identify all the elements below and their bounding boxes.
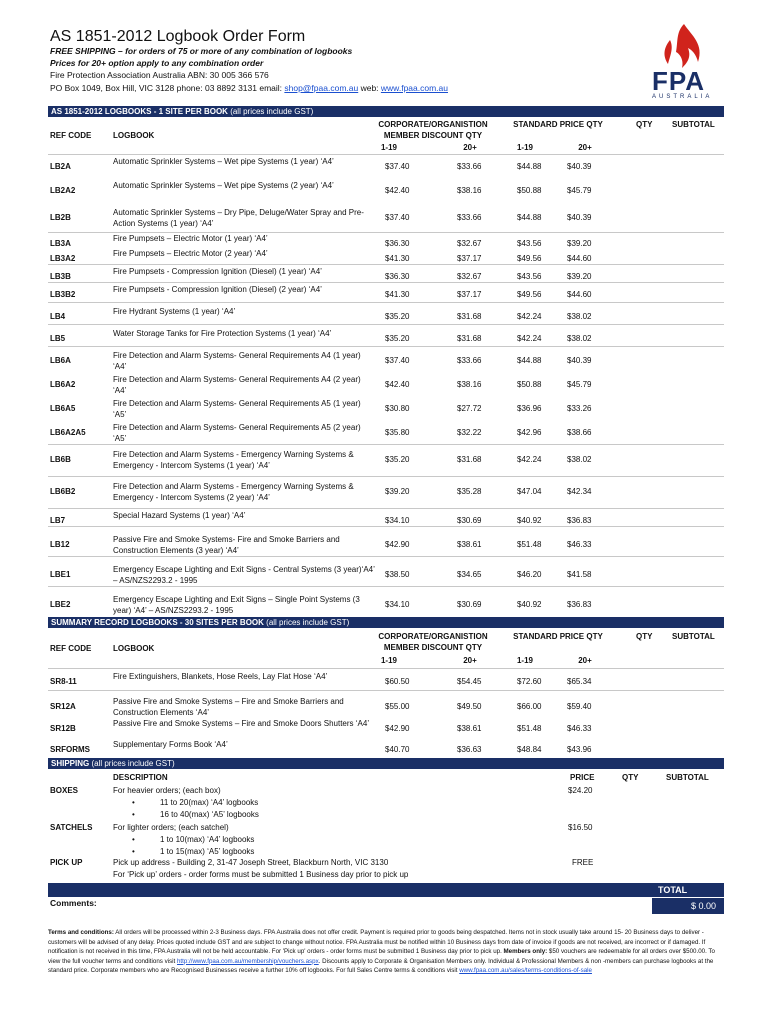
row-logbook-desc: Emergency Escape Lighting and Exit Signs - Central Systems (3 year)‘A4’ – AS/NZS2293.2 - 1995 [113,565,375,585]
row-std-price-20: $38.02 [567,312,592,321]
row-corp-price-20: $38.61 [457,540,482,549]
col-corp-20: 20+ [463,143,477,152]
row-logbook-desc: Automatic Sprinkler Systems – Wet pipe Systems (1 year) ‘A4’ [113,157,334,166]
row-std-price-20: $46.33 [567,540,592,549]
row-std-price-1-19: $66.00 [517,702,542,711]
row-corp-price-1-19: $36.30 [385,239,410,248]
subtotal-cell [664,269,722,282]
row-corp-price-20: $31.68 [457,312,482,321]
row-ref-code: LB7 [50,516,66,525]
row-std-price-20: $40.39 [567,162,592,171]
subtotal-cell [664,537,722,550]
row-divider [48,444,724,445]
row-ref-code: LB6A2 [50,380,76,389]
discount-text: . Discounts apply to Corporate & Organisation Members only. Individual & Professional Members & non -members can purchase logbooks at the standard price. Corporate members who are Recognised Businesses receive a further 10% off logbooks. For full Sales Centre terms & conditions visit [48,957,714,974]
col-ref-code: REF CODE [50,644,92,653]
shipping-boxes-a5: 16 to 40(max) ‘A5’ logbooks [160,810,259,819]
shipping-code-pickup: PICK UP [50,858,83,867]
shipping-code-satchels: SATCHELS [50,823,93,832]
subtotal-cell [664,425,722,438]
row-divider [48,324,724,325]
row-std-price-1-19: $51.48 [517,540,542,549]
row-corp-price-1-19: $38.50 [385,570,410,579]
col-logbook: LOGBOOK [113,644,155,653]
row-logbook-desc: Passive Fire and Smoke Systems – Fire and Smoke Doors Shutters ‘A4’ [113,719,370,728]
row-ref-code: LB4 [50,312,66,321]
section-title: SHIPPING [51,759,90,768]
col-description: DESCRIPTION [113,773,168,782]
row-std-price-1-19: $44.88 [517,356,542,365]
col-corporate: CORPORATE/ORGANISTION MEMBER DISCOUNT QTY [378,632,488,652]
row-logbook-desc: Fire Detection and Alarm Systems - Emergency Warning Systems & Emergency - Intercom Systems (2 year) ‘A4’ [113,482,354,502]
bullet: • [132,810,135,819]
row-corp-price-1-19: $36.30 [385,272,410,281]
col-subtotal: SUBTOTAL [666,773,709,782]
row-divider [48,282,724,283]
col-std-1-19: 1-19 [516,143,533,152]
subtotal-cell [664,236,722,249]
row-std-price-1-19: $72.60 [517,677,542,686]
subtotal-cell [664,287,722,300]
row-std-price-20: $41.58 [567,570,592,579]
row-corp-price-20: $38.16 [457,186,482,195]
qty-input[interactable] [622,269,662,282]
row-std-price-1-19: $50.88 [517,186,542,195]
row-std-price-1-19: $42.96 [517,428,542,437]
row-std-price-1-19: $43.56 [517,272,542,281]
row-logbook-desc: Automatic Sprinkler Systems – Dry Pipe, Deluge/Water Spray and Pre-Action Systems (1 year) ‘A4’ [113,208,364,228]
row-logbook-desc: Passive Fire and Smoke Systems- Fire and Smoke Barriers and Construction Elements (3 year) ‘A4’ [113,535,340,555]
row-std-price-1-19: $36.96 [517,404,542,413]
row-ref-code: LB6B2 [50,487,76,496]
row-logbook-desc: Fire Detection and Alarm Systems- General Requirements A4 (2 year) ‘A4’ [113,375,361,395]
row-divider [48,346,724,347]
logo-subtext: AUSTRALIA [652,94,713,100]
row-corp-price-20: $54.45 [457,677,482,686]
section-shipping-bar [48,758,724,769]
row-corp-price-1-19: $42.40 [385,380,410,389]
subtotal-cell [664,699,722,712]
email-link[interactable]: shop@fpaa.com.au [284,83,359,93]
qty-input[interactable] [622,425,662,438]
row-std-price-20: $46.33 [567,724,592,733]
row-std-price-20: $38.66 [567,428,592,437]
row-ref-code: LB6A2A5 [50,428,86,437]
row-std-price-20: $44.60 [567,290,592,299]
row-corp-price-1-19: $60.50 [385,677,410,686]
row-logbook-desc: Automatic Sprinkler Systems – Wet pipe Systems (2 year) ‘A4’ [113,181,334,190]
logo-text: FPA [652,66,706,96]
col-qty: QTY [636,120,653,129]
row-corp-price-1-19: $37.40 [385,213,410,222]
subtotal-cell [664,597,722,610]
qty-input[interactable] [622,183,662,196]
row-std-price-20: $59.40 [567,702,592,711]
section-title: SUMMARY RECORD LOGBOOKS - 30 SITES PER BOOK [51,618,264,627]
row-logbook-desc: Emergency Escape Lighting and Exit Signs – Single Point Systems (3 year) ‘A4’ – AS/NZS2293.2 - 1995 [113,595,360,615]
row-corp-price-20: $38.16 [457,380,482,389]
shipping-satchels-a5: 1 to 15(max) ‘A5’ logbooks [160,847,255,856]
web-link[interactable]: www.fpaa.com.au [380,83,448,93]
row-logbook-desc: Fire Detection and Alarm Systems- General Requirements A5 (2 year) ‘A5’ [113,423,361,443]
qty-input[interactable] [622,674,662,687]
section-logbooks-bar [48,106,724,117]
row-std-price-1-19: $42.24 [517,455,542,464]
row-divider [48,526,724,527]
row-std-price-20: $40.39 [567,213,592,222]
row-std-price-20: $44.60 [567,254,592,263]
row-std-price-1-19: $49.56 [517,254,542,263]
col-ref-code: REF CODE [50,131,92,140]
row-std-price-1-19: $47.04 [517,487,542,496]
row-ref-code: LB3B [50,272,71,281]
row-corp-price-1-19: $35.20 [385,455,410,464]
qty-input[interactable] [622,513,662,526]
members-text: $50 vouchers are redeemable for all orders over $500.00. To view the full voucher terms and conditions visit [48,948,715,965]
qty-input[interactable] [622,331,662,344]
qty-input[interactable] [622,721,662,734]
subtotal-cell [664,401,722,414]
col-subtotal: SUBTOTAL [672,632,715,641]
row-corp-price-1-19: $35.80 [385,428,410,437]
row-ref-code: LB3A2 [50,254,76,263]
row-corp-price-1-19: $42.40 [385,186,410,195]
row-std-price-1-19: $49.56 [517,290,542,299]
row-corp-price-1-19: $35.20 [385,312,410,321]
subtotal-cell [664,742,722,755]
page-title: AS 1851-2012 Logbook Order Form [50,28,306,45]
comments-label: Comments: [50,898,97,908]
row-ref-code: LBE2 [50,600,71,609]
row-corp-price-20: $32.22 [457,428,482,437]
shipping-desc-satchels: For lighter orders; (each satchel) [113,823,229,832]
row-std-price-1-19: $44.88 [517,213,542,222]
shipping-desc-pickup-note: For ‘Pick up’ orders - order forms must be submitted 1 Business day prior to pick up [113,870,409,879]
row-std-price-1-19: $51.48 [517,724,542,733]
row-corp-price-1-19: $37.40 [385,356,410,365]
sales-terms-link[interactable]: www.fpaa.com.au/sales/terms-conditions-of-sale [459,967,592,974]
members-heading: Members only: [503,948,548,955]
qty-input[interactable] [622,377,662,390]
row-logbook-desc: Fire Pumpsets – Electric Motor (2 year) ‘A4’ [113,249,268,258]
row-std-price-1-19: $42.24 [517,312,542,321]
row-ref-code: LB2A [50,162,71,171]
row-logbook-desc: Special Hazard Systems (1 year) ‘A4’ [113,511,246,520]
row-std-price-1-19: $50.88 [517,380,542,389]
row-divider [48,586,724,587]
web-label: web: [358,83,381,93]
qty-input[interactable] [622,484,662,497]
row-corp-price-20: $37.17 [457,290,482,299]
shipping-desc-pickup: Pick up address - Building 2, 31-47 Joseph Street, Blackburn North, VIC 3130 [113,858,389,867]
row-corp-price-20: $33.66 [457,356,482,365]
row-ref-code: SR12B [50,724,76,733]
shipping-price-boxes: $24.20 [568,786,593,795]
row-corp-price-20: $33.66 [457,162,482,171]
row-std-price-1-19: $44.88 [517,162,542,171]
subtotal-cell [664,210,722,223]
subtotal-cell [664,331,722,344]
contact-line [50,83,448,93]
row-corp-price-20: $37.17 [457,254,482,263]
shipping-price-satchels: $16.50 [568,823,593,832]
qty-input[interactable] [622,401,662,414]
qty-input[interactable] [622,597,662,610]
row-std-price-20: $43.96 [567,745,592,754]
col-corp-1-19: 1-19 [380,143,397,152]
subtotal-cell [664,251,722,264]
row-std-price-1-19: $40.92 [517,516,542,525]
terms-text: All orders will be processed within 2-3 Business days. FPA Australia does not offer credit. Payment is required prior to goods being despatched. Items not in stock usually take around 15- 20 Business days to deliver - customers will be advised of any delay. Prices quoted include GST and are subject to change without notice. FPA Australia must be notified within 10 Business days from date of invoice if goods are not received, are incorrect or if damaged. If notification is not received in this time, FPA Australia will not be held accountable. For 'Pick up' orders - order forms must be submitted 1 Business day prior to pick up. [48,929,706,955]
row-logbook-desc: Fire Pumpsets – Electric Motor (1 year) ‘A4’ [113,234,268,243]
col-corporate: CORPORATE/ORGANISTION MEMBER DISCOUNT QTY [378,120,488,140]
qty-input[interactable] [622,537,662,550]
subtotal-cell [664,309,722,322]
row-logbook-desc: Fire Detection and Alarm Systems- General Requirements A4 (1 year) ‘A4’ [113,351,361,371]
section-note: (all prices include GST) [91,759,175,768]
subtotal-cell [664,721,722,734]
free-shipping-note: FREE SHIPPING – for orders of 75 or more of any combination of logbooks [50,46,353,56]
qty-input[interactable] [622,251,662,264]
total-label: TOTAL [652,883,724,897]
row-std-price-20: $33.26 [567,404,592,413]
row-divider [48,232,724,233]
total-value: $ 0.00 [652,898,724,914]
shipping-price-pickup: FREE [572,858,594,867]
row-std-price-20: $45.79 [567,380,592,389]
row-divider [48,264,724,265]
row-std-price-1-19: $46.20 [517,570,542,579]
row-ref-code: SR12A [50,702,76,711]
row-corp-price-20: $30.69 [457,516,482,525]
row-corp-price-20: $35.28 [457,487,482,496]
row-ref-code: LB6A5 [50,404,76,413]
row-logbook-desc: Fire Pumpsets - Compression Ignition (Diesel) (2 year) ‘A4’ [113,285,322,294]
row-corp-price-1-19: $35.20 [385,334,410,343]
bullet: • [132,798,135,807]
row-corp-price-1-19: $41.30 [385,290,410,299]
row-std-price-1-19: $42.24 [517,334,542,343]
shipping-satchels-a4: 1 to 10(max) ‘A4’ logbooks [160,835,255,844]
row-std-price-20: $38.02 [567,455,592,464]
subtotal-cell [664,377,722,390]
total-divider-bar [48,883,652,897]
row-corp-price-1-19: $42.90 [385,724,410,733]
row-ref-code: LB3B2 [50,290,76,299]
row-corp-price-1-19: $55.00 [385,702,410,711]
bullet: • [132,847,135,856]
qty-input[interactable] [622,236,662,249]
row-std-price-1-19: $40.92 [517,600,542,609]
qty-input[interactable] [622,699,662,712]
section-note: (all prices include GST) [230,107,314,116]
row-logbook-desc: Supplementary Forms Book ‘A4’ [113,740,228,749]
row-corp-price-20: $36.63 [457,745,482,754]
subtotal-cell [664,183,722,196]
row-corp-price-1-19: $42.90 [385,540,410,549]
fpa-logo [646,20,718,102]
row-corp-price-20: $49.50 [457,702,482,711]
col-corp-20: 20+ [463,656,477,665]
row-corp-price-20: $30.69 [457,600,482,609]
row-std-price-20: $36.83 [567,516,592,525]
qty-input[interactable] [622,742,662,755]
row-std-price-20: $42.34 [567,487,592,496]
row-ref-code: SR8-11 [50,677,77,686]
col-standard: STANDARD PRICE QTY [513,120,603,129]
qty-input[interactable] [622,210,662,223]
shipping-code-boxes: BOXES [50,786,79,795]
qty-input[interactable] [622,287,662,300]
row-std-price-1-19: $43.56 [517,239,542,248]
subtotal-cell [664,452,722,465]
col-price: PRICE [570,773,595,782]
shipping-boxes-a4: 11 to 20(max) ‘A4’ logbooks [160,798,259,807]
row-std-price-20: $40.39 [567,356,592,365]
row-ref-code: LB2A2 [50,186,76,195]
row-corp-price-20: $27.72 [457,404,482,413]
voucher-link[interactable]: http://www.fpaa.com.au/membership/vouchers.aspx [176,957,319,965]
subtotal-cell [664,159,722,172]
col-std-20: 20+ [578,143,592,152]
section-title: AS 1851-2012 LOGBOOKS - 1 SITE PER BOOK [51,107,228,116]
row-logbook-desc: Fire Pumpsets - Compression Ignition (Diesel) (1 year) ‘A4’ [113,267,322,276]
shipping-desc-boxes: For heavier orders; (each box) [113,786,221,795]
row-divider [48,508,724,509]
row-corp-price-20: $32.67 [457,272,482,281]
terms-heading: Terms and conditions: [48,929,114,936]
row-divider [48,154,724,155]
row-std-price-20: $38.02 [567,334,592,343]
col-logbook: LOGBOOK [113,131,155,140]
col-qty: QTY [636,632,653,641]
row-logbook-desc: Fire Detection and Alarm Systems- General Requirements A5 (1 year) ‘A5’ [113,399,361,419]
col-std-20: 20+ [578,656,592,665]
subtotal-cell [664,353,722,366]
col-qty: QTY [622,773,639,782]
row-corp-price-1-19: $30.80 [385,404,410,413]
row-ref-code: LB6B [50,455,71,464]
price-note: Prices for 20+ option apply to any combination order [50,58,264,68]
subtotal-cell [664,674,722,687]
row-corp-price-20: $31.68 [457,334,482,343]
col-subtotal: SUBTOTAL [672,120,715,129]
subtotal-cell [664,513,722,526]
row-divider [48,690,724,691]
qty-input[interactable] [622,567,662,580]
row-logbook-desc: Passive Fire and Smoke Systems – Fire and Smoke Barriers and Construction Elements ‘A4’ [113,697,344,717]
col-std-1-19: 1-19 [516,656,533,665]
row-ref-code: LB2B [50,213,71,222]
row-corp-price-20: $38.61 [457,724,482,733]
row-corp-price-20: $34.65 [457,570,482,579]
row-divider [48,302,724,303]
row-corp-price-1-19: $41.30 [385,254,410,263]
row-logbook-desc: Fire Detection and Alarm Systems - Emergency Warning Systems & Emergency - Intercom Systems (1 year) ‘A4’ [113,450,354,470]
row-corp-price-1-19: $37.40 [385,162,410,171]
row-ref-code: LB6A [50,356,71,365]
row-corp-price-1-19: $40.70 [385,745,410,754]
col-standard: STANDARD PRICE QTY [513,632,603,641]
row-std-price-20: $65.34 [567,677,592,686]
terms-and-conditions [48,928,724,976]
qty-input[interactable] [622,353,662,366]
row-corp-price-1-19: $39.20 [385,487,410,496]
row-ref-code: LBE1 [50,570,71,579]
section-summary-bar [48,617,724,628]
row-corp-price-20: $33.66 [457,213,482,222]
row-divider [48,668,724,669]
col-corp-1-19: 1-19 [380,656,397,665]
qty-input[interactable] [622,452,662,465]
row-std-price-1-19: $48.84 [517,745,542,754]
subtotal-cell [664,484,722,497]
row-divider [48,556,724,557]
row-ref-code: LB12 [50,540,70,549]
row-corp-price-1-19: $34.10 [385,516,410,525]
row-corp-price-1-19: $34.10 [385,600,410,609]
qty-input[interactable] [622,309,662,322]
row-corp-price-20: $32.67 [457,239,482,248]
abn-line: Fire Protection Association Australia ABN: 30 005 366 576 [50,70,269,80]
row-std-price-20: $45.79 [567,186,592,195]
row-std-price-20: $39.20 [567,239,592,248]
row-logbook-desc: Fire Hydrant Systems (1 year) ‘A4’ [113,307,236,316]
row-ref-code: LB5 [50,334,66,343]
row-divider [48,476,724,477]
address-text: PO Box 1049, Box Hill, VIC 3128 phone: 03 8892 3131 email: [50,83,285,93]
section-note: (all prices include GST) [266,618,350,627]
row-logbook-desc: Water Storage Tanks for Fire Protection Systems (1 year) ‘A4’ [113,329,332,338]
row-ref-code: LB3A [50,239,71,248]
row-corp-price-20: $31.68 [457,455,482,464]
row-logbook-desc: Fire Extinguishers, Blankets, Hose Reels, Lay Flat Hose ‘A4’ [113,672,328,681]
qty-input[interactable] [622,159,662,172]
bullet: • [132,835,135,844]
row-std-price-20: $39.20 [567,272,592,281]
row-ref-code: SRFORMS [50,745,90,754]
row-std-price-20: $36.83 [567,600,592,609]
subtotal-cell [664,567,722,580]
